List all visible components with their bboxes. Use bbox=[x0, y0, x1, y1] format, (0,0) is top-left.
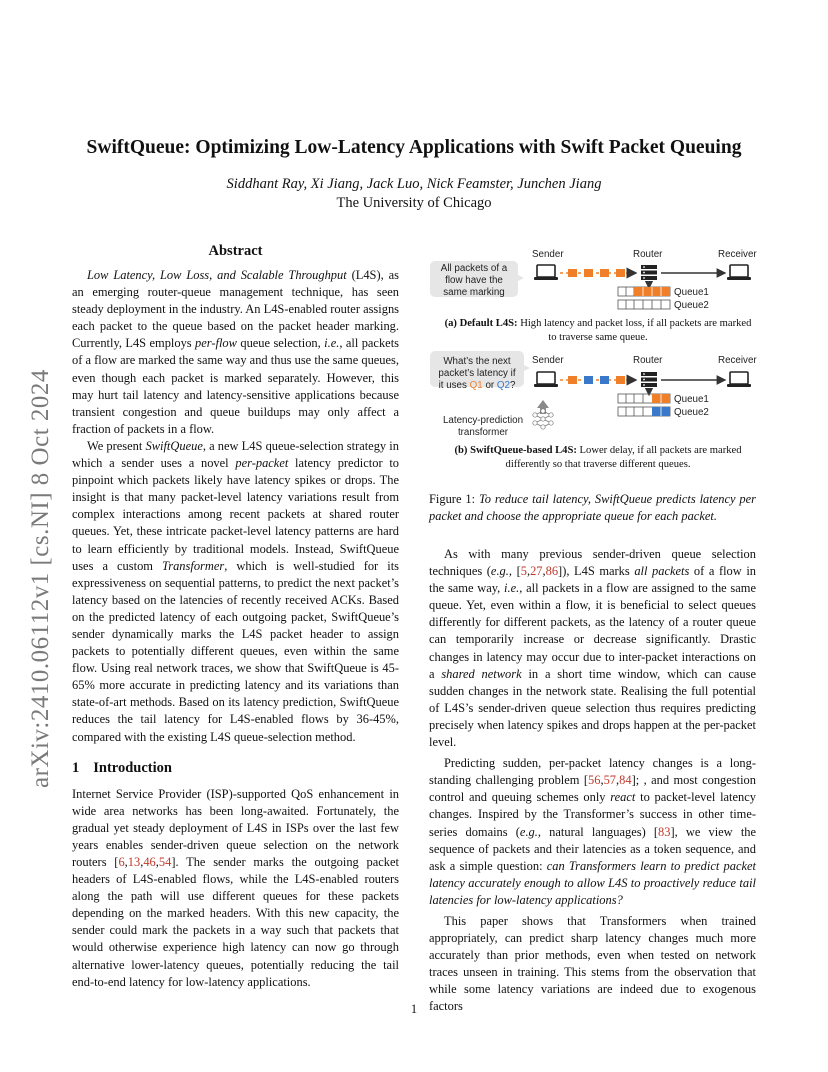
router-label: Router bbox=[633, 249, 663, 260]
right-column bbox=[429, 546, 756, 1016]
packet-marker bbox=[600, 269, 609, 277]
left-column bbox=[72, 243, 399, 991]
sender-label: Sender bbox=[532, 355, 564, 366]
predictor-label: transformer bbox=[457, 427, 509, 438]
neural-network-icon bbox=[533, 409, 553, 429]
laptop-icon bbox=[534, 372, 558, 387]
router-icon bbox=[641, 372, 657, 387]
packet-marker bbox=[584, 269, 593, 277]
queue1-bar bbox=[618, 287, 670, 296]
svg-text:All packets of a: All packets of a bbox=[440, 263, 508, 274]
citation-link[interactable]: 54 bbox=[158, 855, 172, 869]
arxiv-stamp bbox=[12, 240, 62, 800]
svg-text:packet’s latency if: packet’s latency if bbox=[438, 368, 516, 379]
router-label: Router bbox=[633, 355, 663, 366]
abstract-heading: Abstract bbox=[208, 243, 263, 259]
citation-link[interactable]: 46 bbox=[143, 855, 156, 869]
intro-paragraph-1: Internet Service Provider (ISP)-supported QoS enhancement in wide area networks has been long-awaited. Fortunately, the gradual yet steady deployment of L4S in ISPs over the last few years enables sender-driven queue selection on the network routers [6,13,46,54]. The sender marks the outgoing packet headers of L4S-enabled flows, while the L4S-enabled routers along the path will use different queues for these packets depending on the marked headers. With this new capacity, the sender could mark the packets in a way such that packets that would otherwise experience high latency can now go through alternative lower-latency queues, potentially reducing the tail end-to-end latency for low-latency applications. bbox=[72, 786, 399, 989]
citation-link[interactable]: 84 bbox=[619, 773, 632, 788]
figure-caption: Figure 1: To reduce tail latency, SwiftQueue predicts latency per packet and choose the appropriate queue for each packet. bbox=[429, 492, 756, 524]
packet-marker bbox=[584, 376, 593, 384]
citation-link[interactable]: 27 bbox=[530, 564, 543, 579]
queue1-bar bbox=[618, 394, 670, 403]
receiver-label: Receiver bbox=[718, 249, 757, 260]
svg-text:same marking: same marking bbox=[443, 287, 505, 298]
page-number: 1 bbox=[410, 1002, 418, 1016]
abstract-paragraph-1: Low Latency, Low Loss, and Scalable Throughput (L4S), as an emerging router-queue management technique, has seen steady deployment in the industry. An L4S-enabled router assigns each packet to the queue based on the packet header marking. Currently, L4S employs per-flow queue selection, i.e., all packets of a flow are marked the same way and thus use the same queues, even though each packet is marked separately. However, this may hurt tail latency and latency-sensitive applications because transient congestion and queue buildups may only affect a fraction of packets in a flow. bbox=[72, 268, 399, 436]
packet-marker bbox=[600, 376, 609, 384]
packet-marker bbox=[616, 376, 625, 384]
speech-bubble-a bbox=[430, 261, 524, 298]
citation-link[interactable]: 6 bbox=[118, 855, 125, 869]
svg-text:it uses Q1 or Q2?: it uses Q1 or Q2? bbox=[438, 380, 516, 391]
citation-link[interactable]: 5 bbox=[520, 564, 527, 579]
packet-marker bbox=[568, 376, 577, 384]
citation-link[interactable]: 86 bbox=[545, 564, 559, 579]
right-paragraph-3: This paper shows that Transformers when trained appropriately, can predict sharp latency changes much more accurately than prior methods, even when tested on network traces unseen in training. This stems from the observation that while some latency variations are indeed due to exogenous factors bbox=[429, 913, 756, 1014]
laptop-icon bbox=[534, 265, 558, 280]
citation-link[interactable]: 57 bbox=[603, 773, 617, 788]
right-paragraph-1: As with many previous sender-driven queue selection techniques (e.g., [5,27,86]), L4S marks all packets of a flow in the same way, i.e., all packets in a flow are assigned to the same queue. Yet, even within a flow, it is beneficial to select queues differently for different packets, as the latency of a router queue can temporarily increase or decrease significantly. Drastic changes in latency may occur due to inter-packet interactions on a shared network in a short time window, which can cause sudden changes in the network state. Realising the full potential of L4S’s sender-driven queue selection thus requires predicting precisely when latency spikes and drops happen at the per-packet level. bbox=[429, 547, 757, 750]
queue2-label: Queue2 bbox=[674, 300, 709, 311]
queue1-label: Queue1 bbox=[674, 287, 709, 298]
laptop-icon bbox=[727, 265, 751, 280]
subcaption-a: (a) Default L4S: High latency and packet loss, if all packets are marked to traverse same queue. bbox=[444, 318, 752, 343]
section-heading-introduction: 1 Introduction bbox=[72, 759, 172, 776]
laptop-icon bbox=[727, 372, 751, 387]
citation-link[interactable]: 56 bbox=[588, 773, 601, 788]
receiver-label: Receiver bbox=[718, 355, 757, 366]
queue2-bar bbox=[618, 300, 670, 309]
paper-title: SwiftQueue: Optimizing Low-Latency Applications with Swift Packet Queuing bbox=[86, 137, 742, 158]
packet-marker bbox=[616, 269, 625, 277]
arxiv-stamp-text: arXiv:2410.06112v1 [cs.NI] 8 Oct 2024 bbox=[27, 369, 54, 788]
predictor-label: Latency-prediction bbox=[442, 415, 524, 426]
svg-text:flow have the: flow have the bbox=[445, 275, 503, 286]
queue1-label: Queue1 bbox=[674, 394, 709, 405]
sender-label: Sender bbox=[532, 249, 564, 260]
svg-text:What’s the next: What’s the next bbox=[443, 356, 511, 367]
speech-bubble-b bbox=[430, 351, 530, 391]
citation-link[interactable]: 13 bbox=[127, 855, 141, 869]
abstract-paragraph-2: We present SwiftQueue, a new L4S queue-selection strategy in which a sender uses a novel per-packet latency predictor to pinpoint which packets likely have latency spikes or drops. The insight is that many packet-level latency variations result from complex interactions among recent packets at shared router queues. Yet, these intricate packet-level latency patterns are hard to learn efficiently by traditional models. Instead, SwiftQueue uses a custom Transformer, which is well-studied for its expressiveness on sequential patterns, to predict the next packet’s latency based on the latencies of recently received ACKs. Based on the predicted latency of each outgoing packet, SwiftQueue’s sender dynamically marks the L4S packet header to assign packets to potentially different queues, even within the same flow. Using real network traces, we show that SwiftQueue is 45-65% more accurate in predicting latency and its variations than state-of-art methods. Based on its latency prediction, SwiftQueue reduces the tail latency for L4S-enabled flows by 36-45%, compared with the existing L4S queue-selection method. bbox=[72, 438, 399, 744]
citation-link[interactable]: 83 bbox=[658, 824, 671, 839]
queue2-label: Queue2 bbox=[674, 407, 709, 418]
packet-marker bbox=[568, 269, 577, 277]
affiliation: The University of Chicago bbox=[336, 195, 492, 211]
right-paragraph-2: Predicting sudden, per-packet latency changes is a long-standing challenging problem [56,57,84]; , and most congestion control and queuing schemes only react to packet-level latency changes. Inspired by the Transformer’s success in other time-series domains (e.g., natural languages) [83], we view the sequence of packets and their latencies as a token sequence, and ask a simple question: can Transformers learn to predict packet latency accurately enough to allow L4S to proactively reduce tail latencies for low-latency applications? bbox=[429, 756, 757, 907]
subcaption-b: (b) SwiftQueue-based L4S: Lower delay, if all packets are marked differently so that traverse different queues. bbox=[454, 445, 742, 470]
queue2-bar bbox=[618, 407, 670, 416]
author-list: Siddhant Ray, Xi Jiang, Jack Luo, Nick Feamster, Junchen Jiang bbox=[226, 176, 602, 192]
router-icon bbox=[641, 265, 657, 280]
